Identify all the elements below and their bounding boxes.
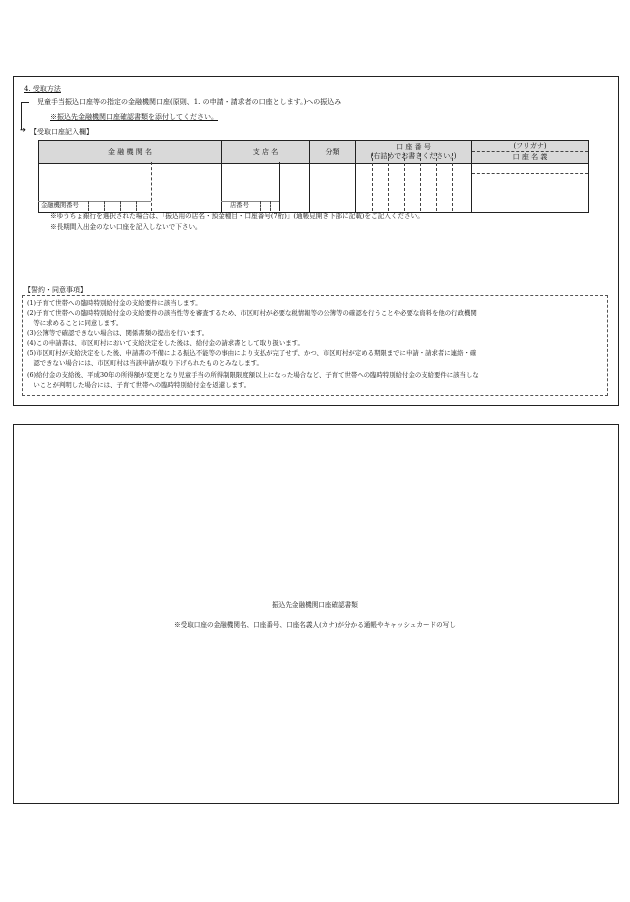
bracket-top bbox=[21, 102, 29, 103]
bank-code-box-1 bbox=[88, 201, 89, 211]
bank-name-header: 金 融 機 関 名 bbox=[39, 141, 222, 164]
account-digit-1 bbox=[372, 153, 373, 211]
terms-title: 【誓約・同意事項】 bbox=[24, 286, 87, 294]
category-header: 分類 bbox=[310, 141, 356, 164]
attachment-box bbox=[13, 424, 619, 804]
account-holder-cell[interactable] bbox=[472, 164, 589, 213]
table-label: 【受取口座記入欄】 bbox=[30, 128, 93, 136]
account-number-note: (右詰めでお書きください。) bbox=[370, 152, 457, 160]
terms-line-3: 等に求めることに同意します。 bbox=[27, 319, 123, 327]
terms-line-5: (4)この申請書は、市区町村において支給決定をした後は、給付金の請求書として取り扱います。 bbox=[27, 339, 304, 347]
bank-code-box-3 bbox=[120, 201, 121, 211]
branch-divider bbox=[279, 162, 280, 211]
account-digit-4 bbox=[420, 153, 421, 211]
account-digit-3 bbox=[404, 153, 405, 211]
branch-code-label: 店番号 bbox=[230, 202, 249, 209]
terms-line-6: (5)市区町村が支給決定をした後、申請書の不備による振込不能等の事由により支払が完了せず、かつ、市区町村が定める期限までに申請・請求者に連絡・確 bbox=[27, 349, 477, 357]
transfer-option-text: 児童手当振込口座等の指定の金融機関口座(原則、1. の申請・請求者の口座とします。)への振込み bbox=[37, 98, 342, 106]
furigana-label: (フリガナ) bbox=[472, 141, 588, 152]
bank-code-box-2 bbox=[104, 201, 105, 211]
arrow-icon: ➔ bbox=[20, 126, 26, 134]
account-number-label: 口 座 番 号 bbox=[396, 143, 431, 152]
attach-document-note: ※振込先金融機関口座確認書類を添付してください。 bbox=[50, 113, 218, 121]
section-heading: 4. 受取方法 bbox=[24, 85, 61, 93]
dormant-account-note: ※長期間入出金のない口座を記入しないで下さい。 bbox=[50, 223, 202, 231]
account-holder-label: 口 座 名 義 bbox=[512, 153, 548, 161]
terms-line-1: (1)子育て世帯への臨時特別給付金の支給要件に該当します。 bbox=[27, 299, 202, 307]
bank-code-box-4 bbox=[136, 201, 137, 211]
account-holder-header bbox=[472, 141, 589, 164]
terms-line-4: (3)公簿等で確認できない場合は、関係書類の提出を行います。 bbox=[27, 329, 209, 337]
attachment-subtitle: ※受取口座の金融機関名、口座番号、口座名義人(カナ)が分かる通帳やキャッシュカードの写し bbox=[174, 621, 456, 629]
terms-line-2: (2)子育て世帯への臨時特別給付金の支給要件の該当性等を審査するため、市区町村が必要な税情報等の公簿等の確認を行うことや必要な資料を他の行政機関 bbox=[27, 309, 477, 317]
bank-code-label: 金融機関番号 bbox=[41, 202, 79, 209]
branch-name-header: 支 店 名 bbox=[222, 141, 310, 164]
account-digit-6 bbox=[452, 153, 453, 211]
account-digit-5 bbox=[436, 153, 437, 211]
bank-name-divider bbox=[151, 162, 152, 211]
terms-line-7: 認できない場合には、市区町村は当該申請が取り下げられたものとみなします。 bbox=[27, 359, 263, 367]
terms-line-8: (6)給付金の支給後、平成30年の所得額が変更となり児童手当の所得制限限度額以上になった場合など、子育て世帯への臨時特別給付金の支給要件に該当しな bbox=[27, 371, 479, 379]
holder-furigana-line bbox=[472, 173, 588, 174]
branch-code-box-1 bbox=[260, 201, 261, 211]
category-cell[interactable] bbox=[310, 164, 356, 213]
yucho-note: ※ゆうちょ銀行を選択された場合は、「振込用の店名・預金種目・口座番号(7桁)」(通帳見開き下部に記載)をご記入ください。 bbox=[50, 212, 424, 220]
attachment-title: 振込先金融機関口座確認書類 bbox=[272, 601, 358, 609]
terms-line-9: いことが判明した場合には、子育て世帯への臨時特別給付金を返還します。 bbox=[27, 381, 251, 389]
terms-box bbox=[22, 295, 608, 396]
account-digit-2 bbox=[388, 153, 389, 211]
branch-code-box-2 bbox=[270, 201, 271, 211]
